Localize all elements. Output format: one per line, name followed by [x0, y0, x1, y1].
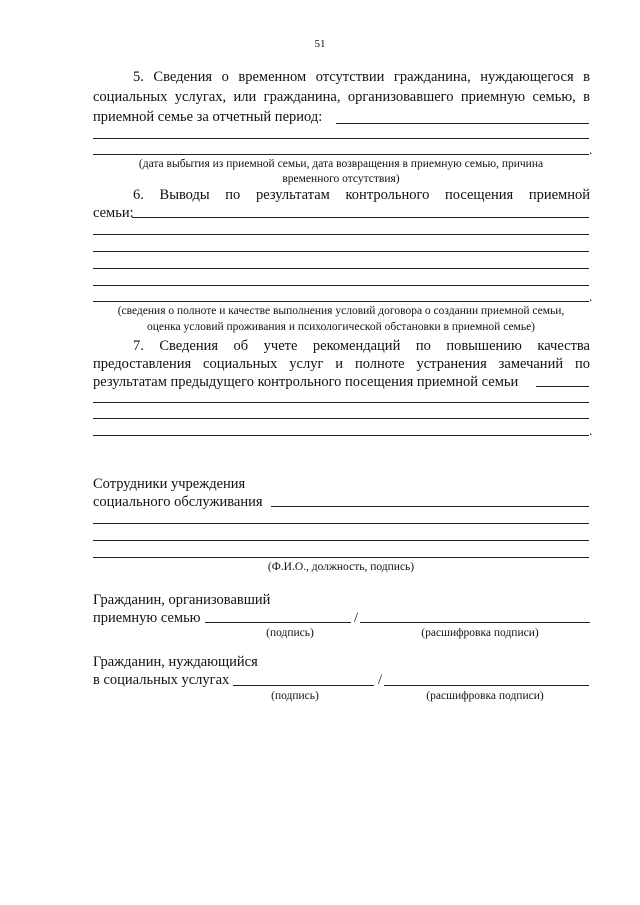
section5-answer-line-3[interactable]	[93, 154, 589, 155]
organizer-slash: /	[354, 610, 359, 626]
section6-answer-line-4[interactable]	[93, 268, 589, 269]
recipient-decoding-field[interactable]	[384, 685, 589, 686]
section7-line3: результатам предыдущего контрольного посещения приемной семьи	[93, 374, 519, 390]
section6-answer-line-5[interactable]	[93, 285, 589, 286]
section6-answer-field[interactable]	[132, 217, 589, 218]
section7-answer-line-3[interactable]	[93, 418, 589, 419]
section5-line2: социальных услугах, или гражданина, организовавшего приемную семью, в	[93, 89, 590, 105]
recipient-label-line1: Гражданин, нуждающийся	[93, 654, 258, 670]
section6-answer-line-3[interactable]	[93, 251, 589, 252]
organizer-decoding-field[interactable]	[360, 622, 590, 623]
section6-answer-line-2[interactable]	[93, 234, 589, 235]
staff-label-line1: Сотрудники учреждения	[93, 476, 246, 492]
organizer-caption-decoding: (расшифровка подписи)	[421, 627, 539, 639]
staff-label-line2: социального обслуживания	[93, 494, 263, 510]
recipient-slash: /	[378, 672, 383, 688]
section5-answer-field[interactable]	[336, 123, 589, 124]
recipient-caption-signature: (подпись)	[271, 690, 319, 702]
section5-period: .	[589, 142, 593, 157]
section7-answer-line-4[interactable]	[93, 435, 589, 436]
section6-line2: семьи:	[93, 205, 134, 221]
recipient-label-line2: в социальных услугах	[93, 672, 230, 688]
section5-answer-line-2[interactable]	[93, 138, 589, 139]
recipient-signature-field[interactable]	[233, 685, 374, 686]
staff-caption: (Ф.И.О., должность, подпись)	[267, 561, 415, 573]
staff-signature-line-3[interactable]	[93, 540, 589, 541]
section7-line2: предоставления социальных услуг и полноте устранения замечаний по	[93, 356, 590, 372]
section7-answer-line-2[interactable]	[93, 402, 589, 403]
staff-signature-line-4[interactable]	[93, 557, 589, 558]
recipient-caption-decoding: (расшифровка подписи)	[426, 690, 544, 702]
staff-signature-field[interactable]	[271, 506, 589, 507]
section6-caption-line1: (сведения о полноте и качестве выполнения условий договора о создании приемной семьи,	[117, 305, 565, 317]
section6-caption-line2: оценка условий проживания и психологической обстановки в приемной семье)	[146, 321, 536, 333]
section5-caption-line2: временного отсутствия)	[282, 173, 400, 185]
organizer-label-line2: приемную семью	[93, 610, 201, 626]
staff-signature-line-2[interactable]	[93, 523, 589, 524]
section5-caption-line1: (дата выбытия из приемной семьи, дата возвращения в приемную семью, причина	[138, 158, 544, 170]
section6-answer-line-6[interactable]	[93, 301, 589, 302]
organizer-caption-signature: (подпись)	[266, 627, 314, 639]
page-number: 51	[314, 38, 326, 50]
section5-line3: приемной семье за отчетный период:	[93, 109, 323, 125]
section7-line1: 7. Сведения об учете рекомендаций по повышению качества	[133, 338, 590, 354]
section6-line1: 6. Выводы по результатам контрольного посещения приемной	[133, 187, 590, 203]
section5-line1: 5. Сведения о временном отсутствии гражданина, нуждающегося в	[133, 69, 590, 85]
organizer-signature-field[interactable]	[205, 622, 351, 623]
section7-answer-field[interactable]	[536, 386, 589, 387]
section7-period: .	[589, 423, 593, 438]
section6-period: .	[589, 289, 593, 304]
organizer-label-line1: Гражданин, организовавший	[93, 592, 271, 608]
